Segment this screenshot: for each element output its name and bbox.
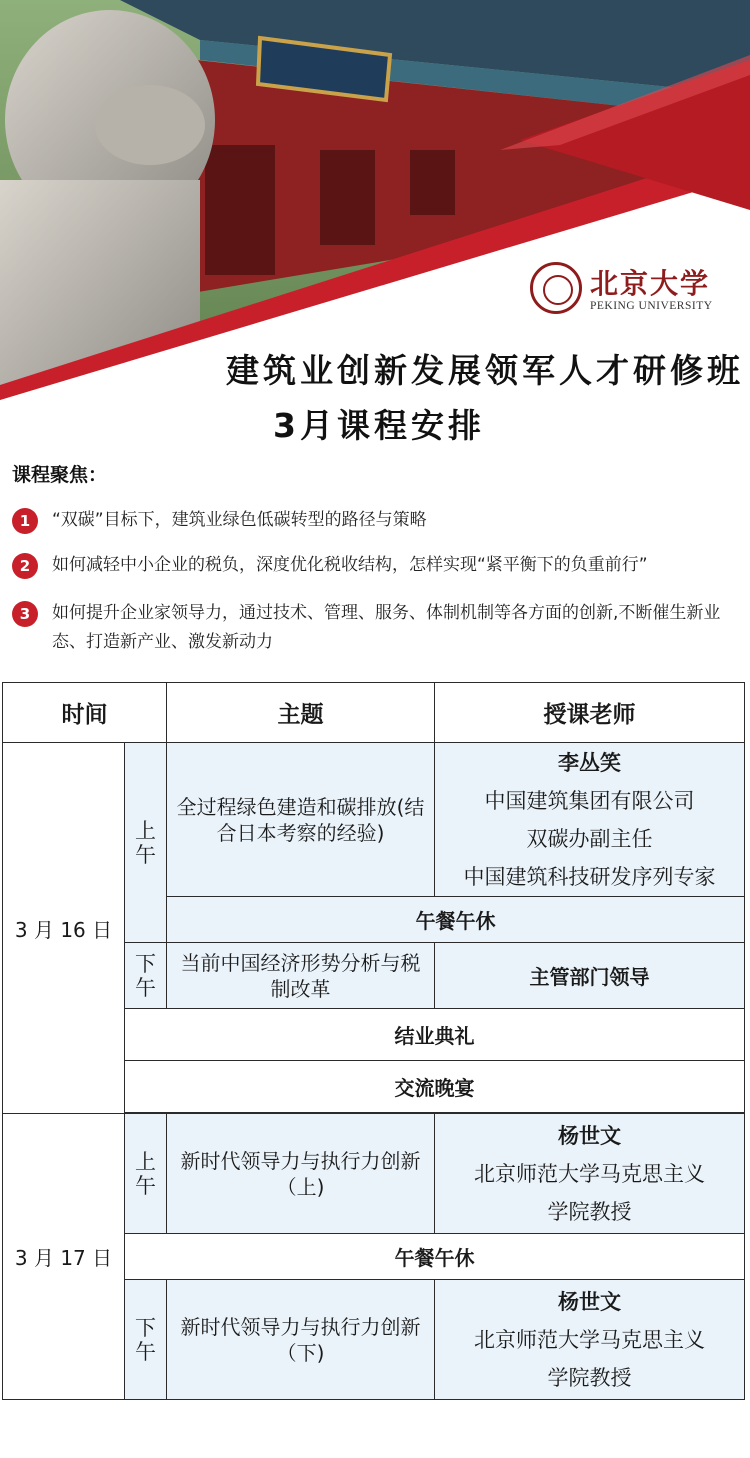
date-cell: 3 月 17 日 bbox=[3, 1114, 125, 1400]
ceremony-cell: 结业典礼 bbox=[125, 1009, 745, 1061]
date-cell: 3 月 16 日 bbox=[3, 743, 125, 1114]
schedule-table bbox=[2, 682, 745, 1400]
focus-item-text: 如何提升企业家领导力，通过技术、管理、服务、体制机制等各方面的创新,不断催生新业态、打造新产业、激发新动力 bbox=[52, 603, 721, 652]
table-header-row bbox=[3, 683, 745, 743]
teacher-title: 中国建筑集团有限公司 bbox=[484, 788, 695, 813]
lunch-break-cell: 午餐午休 bbox=[125, 1234, 745, 1280]
page-subtitle: 3月课程安排 bbox=[273, 406, 485, 445]
campus-gate-photo bbox=[0, 0, 750, 400]
number-badge-icon: 2 bbox=[12, 553, 38, 579]
header-banner bbox=[0, 0, 750, 400]
teacher-title: 学院教授 bbox=[547, 1199, 632, 1224]
table-row bbox=[3, 743, 745, 897]
teacher-title: 北京师范大学马克思主义 bbox=[474, 1161, 705, 1186]
afternoon-label: 下午 bbox=[125, 943, 167, 1009]
university-seal-icon bbox=[530, 262, 582, 314]
lunch-break-cell: 午餐午休 bbox=[167, 897, 745, 943]
focus-item-text: “双碳”目标下，建筑业绿色低碳转型的路径与策略 bbox=[52, 510, 427, 530]
morning-label: 上午 bbox=[125, 743, 167, 943]
focus-item bbox=[12, 506, 747, 536]
page-title: 建筑业创新发展领军人才研修班 bbox=[226, 351, 744, 390]
teacher-title: 学院教授 bbox=[547, 1365, 632, 1390]
teacher-cell: 主管部门领导 bbox=[435, 943, 745, 1009]
number-badge-icon: 3 bbox=[12, 601, 38, 627]
teacher-title: 北京师范大学马克思主义 bbox=[474, 1327, 705, 1352]
university-name-en: PEKING UNIVERSITY bbox=[590, 300, 713, 312]
focus-heading: 课程聚焦： bbox=[12, 464, 108, 486]
teacher-cell bbox=[435, 1114, 745, 1234]
teacher-cell bbox=[435, 743, 745, 897]
morning-label: 上午 bbox=[125, 1114, 167, 1234]
header-time: 时间 bbox=[3, 683, 167, 743]
topic-cell: 新时代领导力与执行力创新（下) bbox=[167, 1280, 435, 1400]
focus-item-text: 如何减轻中小企业的税负，深度优化税收结构，怎样实现“紧平衡下的负重前行” bbox=[52, 555, 648, 575]
topic-cell: 新时代领导力与执行力创新（上) bbox=[167, 1114, 435, 1234]
table-row bbox=[3, 1114, 745, 1234]
topic-cell: 当前中国经济形势分析与税制改革 bbox=[167, 943, 435, 1009]
dinner-cell: 交流晚宴 bbox=[125, 1061, 745, 1113]
number-badge-icon: 1 bbox=[12, 508, 38, 534]
teacher-name: 杨世文 bbox=[558, 1123, 621, 1148]
focus-item bbox=[12, 551, 747, 581]
focus-item bbox=[12, 599, 747, 661]
teacher-name: 杨世文 bbox=[558, 1289, 621, 1314]
teacher-title: 中国建筑科技研发序列专家 bbox=[463, 864, 716, 889]
header-teacher: 授课老师 bbox=[435, 683, 745, 743]
university-name-cn: 北京大学 bbox=[590, 267, 711, 300]
header-topic: 主题 bbox=[167, 683, 435, 743]
topic-cell: 全过程绿色建造和碳排放(结合日本考察的经验) bbox=[167, 743, 435, 897]
afternoon-label: 下午 bbox=[125, 1280, 167, 1400]
peking-university-logo bbox=[530, 262, 730, 318]
teacher-name: 李丛笑 bbox=[558, 750, 621, 775]
teacher-cell bbox=[435, 1280, 745, 1400]
teacher-title: 双碳办副主任 bbox=[526, 826, 653, 851]
